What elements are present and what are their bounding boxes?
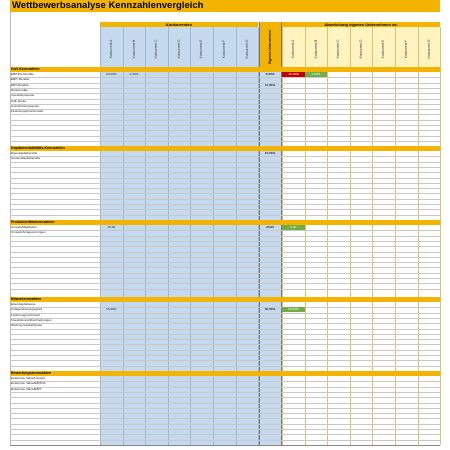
grid-hline — [10, 403, 440, 404]
grid-vline — [440, 27, 441, 445]
grid-hline — [10, 267, 440, 268]
deviation-header: Abweichung eigenes Unternehmen zu: — [282, 22, 440, 27]
deviation-column-header: Konkurrent E — [381, 39, 386, 59]
section-header: Produktivitätskennzahlen — [10, 220, 440, 225]
grid-hline — [10, 339, 440, 340]
grid-hline — [10, 334, 440, 335]
grid-hline — [10, 125, 440, 126]
grid-hline — [10, 246, 440, 247]
row-label: Enterprise Value/EBIT — [11, 386, 42, 391]
grid-hline — [10, 236, 440, 237]
section-header: Bewertungskennzahlen — [10, 371, 440, 376]
competitor-column-header: Konkurrent C — [154, 39, 159, 59]
grid-hline — [10, 141, 440, 142]
own-company-header-label: Eigenes Unternehmen — [268, 30, 272, 64]
deviation-badge[interactable]: -15,00% — [282, 72, 305, 77]
deviation-column-header: Konkurrent F — [404, 39, 408, 59]
grid-hline — [10, 83, 440, 84]
grid-hline — [10, 445, 440, 446]
grid-hline — [10, 88, 440, 89]
grid-hline — [10, 230, 440, 231]
row-label: Umsatz/Anlagevermögen — [11, 230, 46, 235]
row-label: Forderungen/Umsatz — [11, 312, 41, 317]
grid-hline — [10, 397, 440, 398]
section-header: Kapitalrentabilitäts-Kennzahlen — [10, 146, 440, 151]
grid-hline — [10, 204, 440, 205]
row-label: Ausschüttungsquote — [11, 103, 40, 108]
own-value-cell[interactable]: 5,00% — [265, 72, 275, 76]
row-label: EBT-Rendite — [11, 82, 29, 87]
grid-hline — [10, 99, 440, 100]
grid-hline — [10, 413, 440, 414]
grid-hline — [10, 318, 440, 319]
grid-hline — [10, 418, 440, 419]
grid-hline — [10, 434, 440, 435]
grid-hline — [10, 241, 440, 242]
grid-hline — [10, 77, 440, 78]
grid-hline — [10, 355, 440, 356]
grid-hline — [10, 289, 440, 290]
grid-hline — [10, 199, 440, 200]
deviation-badge[interactable]: 15,00% — [282, 307, 305, 312]
competitor-column-header: Konkurrent E — [199, 39, 204, 59]
grid-hline — [10, 130, 440, 131]
grid-hline — [10, 344, 440, 345]
row-label: EBITDA-Rendite — [11, 72, 34, 76]
value-cell[interactable]: 4,00% — [129, 72, 139, 76]
grid-hline — [10, 408, 440, 409]
row-label: Finanzergebnis/Umsatz — [11, 109, 44, 114]
section-header: Bilanzkennzahlen — [10, 297, 440, 302]
grid-hline — [10, 381, 440, 382]
own-column-block — [259, 72, 281, 445]
grid-hline — [10, 366, 440, 367]
row-label: Umsatz/Mitarbeiter — [11, 225, 37, 229]
deviation-column-header: Konkurrent B — [313, 39, 318, 59]
grid-hline — [10, 104, 440, 105]
grid-hline — [10, 257, 440, 258]
own-value-cell[interactable]: 20,00 — [266, 225, 274, 229]
grid-hline — [10, 329, 440, 330]
grid-hline — [10, 262, 440, 263]
row-label: Eigenkapitalquote — [11, 302, 36, 306]
sheet-title: Wettbewerbsanalyse Kennzahlenvergleich — [10, 0, 440, 12]
row-label: EBIT-Rendite — [11, 77, 30, 82]
row-label: Anlagendeckungsgrad — [11, 307, 42, 312]
grid-hline — [10, 387, 440, 388]
grid-hline — [10, 323, 440, 324]
row-label: Gesamtkapitalrendite — [11, 156, 41, 161]
competitor-column-header: Konkurrent B — [131, 39, 136, 59]
grid-hline — [10, 167, 440, 168]
grid-hline — [10, 93, 440, 94]
value-cell[interactable]: 15,00% — [106, 307, 117, 312]
row-label: Investitionsquote — [11, 93, 35, 98]
grid-hline — [10, 156, 440, 157]
row-label: Enterprise Value/Umsatz — [11, 376, 45, 380]
grid-hline — [10, 114, 440, 115]
grid-hline — [10, 278, 440, 279]
row-label: Investitionen/Abschreibungen — [11, 317, 52, 322]
row-label: Working Capital/Quote — [11, 323, 43, 328]
grid-hline — [10, 109, 440, 110]
grid-hline — [10, 136, 440, 137]
value-cell[interactable]: 15,00 — [107, 225, 116, 229]
grid-hline — [10, 360, 440, 361]
grid-hline — [10, 162, 440, 163]
grid-hline — [10, 313, 440, 314]
own-value-cell[interactable]: 11,00% — [264, 82, 276, 87]
grid-hline — [10, 172, 440, 173]
grid-hline — [10, 183, 440, 184]
grid-hline — [10, 252, 440, 253]
competitor-column-header: Konkurrent A — [109, 39, 113, 59]
deviation-badge[interactable]: 5,00 — [282, 225, 305, 230]
grid-hline — [10, 120, 440, 121]
own-value-cell[interactable]: 10,00% — [264, 151, 276, 155]
deviation-column-header: Konkurrent D — [358, 39, 363, 59]
grid-hline — [10, 392, 440, 393]
competitor-column-header: Konkurrent D — [176, 39, 181, 59]
value-cell[interactable]: 20,00% — [106, 72, 117, 76]
competitors-header: Konkurrenten — [100, 22, 258, 27]
grid-hline — [10, 178, 440, 179]
competitor-column-header: Konkurrent F — [222, 39, 226, 59]
deviation-column-header: Konkurrent C — [336, 39, 341, 59]
row-label: Nettorendite — [11, 87, 28, 92]
grid-hline — [10, 209, 440, 210]
row-label: Eigenkapitalrendite — [11, 151, 38, 155]
grid-hline — [10, 215, 440, 216]
grid-hline — [10, 424, 440, 425]
grid-hline — [10, 440, 440, 441]
deviation-column-header: Konkurrent A — [291, 39, 295, 59]
section-header: GuV-Kennzahlen — [10, 67, 440, 72]
competitor-column-header: Konkurrent G — [244, 39, 249, 59]
grid-hline — [10, 307, 440, 308]
grid-hline — [10, 188, 440, 189]
grid-hline — [10, 283, 440, 284]
deviation-badge[interactable]: 1,00% — [305, 72, 328, 77]
grid-hline — [10, 350, 440, 351]
row-label: Enterprise Value/EBITDA — [11, 381, 46, 386]
deviation-column-header: Konkurrent G — [426, 39, 431, 59]
grid-hline — [10, 429, 440, 430]
grid-hline — [10, 193, 440, 194]
own-value-cell[interactable]: 30,00% — [264, 307, 276, 312]
row-label: FuE-Quote — [11, 98, 27, 103]
grid-hline — [10, 273, 440, 274]
